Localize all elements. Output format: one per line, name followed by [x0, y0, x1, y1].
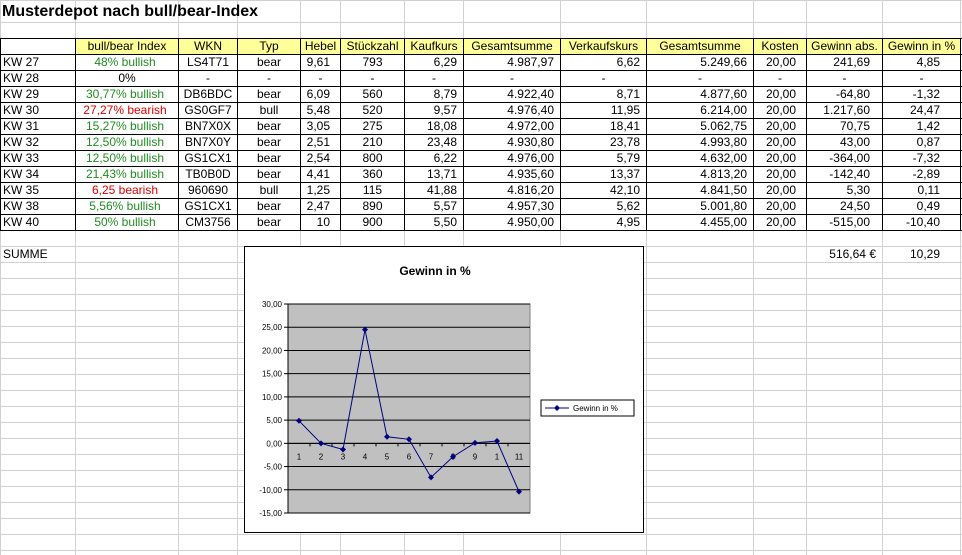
table-cell[interactable]: 0,11 — [917, 183, 940, 197]
table-cell[interactable]: 20,00 — [765, 87, 796, 101]
summe-gewinn-pct[interactable]: 10,29 — [909, 247, 940, 261]
table-cell[interactable]: 8,71 — [616, 87, 640, 101]
table-cell[interactable]: 5,57 — [433, 199, 457, 213]
table-cell[interactable]: TB0B0D — [185, 167, 231, 181]
table-cell[interactable]: 5,56% bullish — [89, 199, 161, 213]
header-cell[interactable]: Verkaufskurs — [568, 39, 639, 53]
plot-area — [288, 304, 530, 513]
table-cell[interactable]: 3,05 — [306, 119, 330, 133]
header-cell[interactable]: Gesamtsumme — [471, 39, 553, 53]
row-label[interactable]: KW 27 — [3, 55, 40, 69]
chart-title: Gewinn in % — [399, 264, 471, 278]
table-cell[interactable]: 13,71 — [426, 167, 457, 181]
table-cell[interactable]: 2,47 — [306, 199, 330, 213]
table-cell[interactable]: 5,50 — [433, 215, 457, 229]
row-label[interactable]: KW 28 — [3, 71, 40, 85]
table-cell[interactable]: 18,41 — [609, 119, 640, 133]
table-cell[interactable]: bull — [259, 183, 279, 197]
table-cell[interactable]: 30,77% bullish — [85, 87, 165, 101]
table-cell[interactable]: 1.217,60 — [823, 103, 870, 117]
summe-label[interactable]: SUMME — [3, 247, 48, 261]
table-cell[interactable]: 48% bullish — [94, 55, 156, 69]
table-cell[interactable]: bear — [256, 151, 282, 165]
table-cell[interactable]: - — [206, 71, 210, 85]
table-cell[interactable]: 4.935,60 — [507, 167, 554, 181]
table-cell[interactable]: 0,87 — [916, 135, 940, 149]
row-label[interactable]: KW 32 — [3, 135, 40, 149]
table-cell[interactable]: -364,00 — [829, 151, 870, 165]
table-cell[interactable]: 6,29 — [433, 55, 457, 69]
y-tick-label: 30,00 — [261, 300, 282, 309]
row-label[interactable]: KW 38 — [3, 199, 40, 213]
table-cell[interactable]: 15,27% bullish — [85, 119, 165, 133]
table-cell[interactable]: 360 — [362, 167, 383, 181]
table-cell[interactable]: - — [842, 71, 847, 85]
table-cell[interactable]: 24,47 — [909, 103, 940, 117]
table-cell[interactable]: 275 — [362, 119, 383, 133]
table-cell[interactable]: bear — [256, 215, 282, 229]
table-cell[interactable]: 4.813,20 — [700, 167, 747, 181]
table-cell[interactable]: -1,32 — [912, 87, 940, 101]
table-cell[interactable]: 5.062,75 — [700, 119, 747, 133]
row-label[interactable]: KW 31 — [3, 119, 40, 133]
table-cell[interactable]: - — [267, 71, 271, 85]
table-cell[interactable]: 8,79 — [433, 87, 457, 101]
table-cell[interactable]: 0% — [118, 71, 136, 85]
sheet-title: Musterdepot nach bull/bear-Index — [2, 3, 259, 20]
y-tick-label: 0,00 — [266, 439, 282, 449]
table-cell[interactable]: 6.214,00 — [700, 103, 747, 117]
table-cell[interactable]: -515,00 — [829, 215, 870, 229]
table-cell[interactable]: 24,50 — [839, 199, 870, 213]
table-cell[interactable]: -7,32 — [912, 151, 940, 165]
row-label[interactable]: KW 40 — [3, 215, 40, 229]
table-cell[interactable]: 4.841,50 — [700, 183, 747, 197]
table-cell[interactable]: 241,69 — [833, 55, 870, 69]
table-cell[interactable]: 115 — [362, 183, 383, 197]
table-cell[interactable]: 4.922,40 — [507, 87, 554, 101]
table-cell[interactable]: bear — [256, 119, 282, 133]
table-cell[interactable]: 4,95 — [616, 215, 640, 229]
table-cell[interactable]: 4.987,97 — [507, 55, 554, 69]
table-cell[interactable]: 23,48 — [426, 135, 457, 149]
table-cell[interactable]: 70,75 — [839, 119, 870, 133]
table-cell[interactable]: 2,54 — [306, 151, 330, 165]
row-label[interactable]: KW 34 — [3, 167, 40, 181]
table-cell[interactable]: 6,09 — [306, 87, 330, 101]
table-cell[interactable]: 1,25 — [306, 183, 330, 197]
table-cell[interactable]: 20,00 — [765, 183, 796, 197]
table-cell[interactable]: 18,08 — [426, 119, 457, 133]
table-cell[interactable]: 560 — [362, 87, 383, 101]
table-cell[interactable]: 210 — [362, 135, 383, 149]
table-cell[interactable]: LS4T71 — [186, 55, 230, 69]
table-cell[interactable]: 4.877,60 — [700, 87, 747, 101]
x-tick-label: 11 — [514, 452, 524, 462]
x-tick-label: 1 — [494, 452, 500, 462]
y-tick-label: 5,00 — [266, 416, 282, 426]
table-cell[interactable]: 23,78 — [609, 135, 640, 149]
y-tick-label: 20,00 — [261, 346, 282, 356]
table-cell[interactable]: bear — [256, 135, 282, 149]
table-cell[interactable]: 10 — [316, 215, 330, 229]
table-cell[interactable]: GS0GF7 — [184, 103, 232, 117]
table-cell[interactable]: - — [318, 71, 323, 85]
table-cell[interactable]: 20,00 — [765, 135, 796, 149]
x-tick-label: 5 — [384, 452, 390, 462]
legend-label: Gewinn in % — [573, 404, 618, 413]
table-cell[interactable]: 4.950,00 — [507, 215, 554, 229]
table-cell[interactable]: 11,95 — [610, 103, 640, 117]
summe-gewinn-abs[interactable]: 516,64 € — [829, 247, 876, 261]
y-tick-label: 10,00 — [261, 392, 282, 402]
x-tick-label: 6 — [406, 452, 412, 462]
table-cell[interactable]: 20,00 — [765, 199, 796, 213]
x-tick-label: 3 — [340, 452, 346, 462]
table-cell[interactable]: bear — [256, 55, 282, 69]
table-cell[interactable]: 12,50% bullish — [85, 151, 165, 165]
table-cell[interactable]: 900 — [362, 215, 383, 229]
table-cell[interactable]: BN7X0X — [184, 119, 232, 133]
table-cell[interactable]: bear — [256, 199, 282, 213]
header-cell[interactable]: Hebel — [304, 39, 337, 53]
y-tick-label: -10,00 — [259, 485, 282, 495]
table-cell[interactable]: 20,00 — [765, 103, 796, 117]
table-cell[interactable]: 43,00 — [839, 135, 870, 149]
table-cell[interactable]: 5,62 — [616, 199, 640, 213]
table-cell[interactable]: BN7X0Y — [184, 135, 232, 149]
table-cell[interactable]: bull — [259, 103, 279, 117]
x-tick-label: 4 — [362, 452, 368, 462]
header-cell[interactable]: Gewinn abs. — [811, 39, 878, 53]
y-tick-label: -5,00 — [263, 462, 282, 472]
table-cell[interactable]: 960690 — [187, 183, 229, 197]
table-cell[interactable]: - — [370, 71, 375, 85]
table-cell[interactable]: 4.957,30 — [507, 199, 554, 213]
y-tick-label: 15,00 — [261, 369, 282, 379]
header-cell[interactable]: Typ — [259, 39, 279, 53]
table-cell[interactable]: 890 — [362, 199, 383, 213]
table-cell[interactable]: 50% bullish — [94, 215, 156, 229]
table-cell[interactable]: 5,30 — [846, 183, 870, 197]
table-cell[interactable]: 6,62 — [616, 55, 640, 69]
table-cell[interactable]: 27,27% bearish — [83, 103, 167, 117]
table-cell[interactable]: GS1CX1 — [184, 151, 232, 165]
table-cell[interactable]: 4.455,00 — [700, 215, 747, 229]
table-cell[interactable]: -64,80 — [835, 87, 870, 101]
row-label[interactable]: KW 35 — [3, 183, 40, 197]
table-cell[interactable]: -142,40 — [829, 167, 870, 181]
table-cell[interactable]: 2,51 — [306, 135, 330, 149]
table-cell[interactable]: 1,42 — [916, 119, 940, 133]
table-cell[interactable]: CM3756 — [185, 215, 231, 229]
header-cell[interactable]: bull/bear Index — [87, 39, 167, 53]
table-cell[interactable]: -2,89 — [912, 167, 940, 181]
table-cell[interactable]: - — [778, 71, 782, 85]
table-cell[interactable]: - — [432, 71, 436, 85]
table-cell[interactable]: 5,79 — [616, 151, 640, 165]
table-cell[interactable]: 12,50% bullish — [85, 135, 165, 149]
table-cell[interactable]: 6,25 bearish — [91, 183, 159, 197]
row-label[interactable]: KW 29 — [3, 87, 40, 101]
table-cell[interactable]: 4.930,80 — [507, 135, 554, 149]
chart-svg — [245, 247, 643, 532]
table-cell[interactable]: 20,00 — [765, 119, 796, 133]
table-cell[interactable]: 4.972,00 — [507, 119, 554, 133]
table-cell[interactable]: - — [510, 71, 514, 85]
table-cell[interactable]: 4,41 — [306, 167, 330, 181]
x-tick-label: 7 — [428, 452, 434, 462]
y-tick-label: -15,00 — [259, 509, 282, 518]
row-label[interactable]: KW 30 — [3, 103, 40, 117]
x-tick-label: 2 — [318, 452, 324, 462]
table-cell[interactable]: - — [601, 71, 606, 85]
table-cell[interactable]: 4,85 — [916, 55, 940, 69]
table-cell[interactable]: 5.001,80 — [700, 199, 747, 213]
table-cell[interactable]: 20,00 — [765, 55, 796, 69]
table-cell[interactable]: -10,40 — [905, 215, 940, 229]
header-cell[interactable]: Kosten — [761, 39, 799, 53]
table-cell[interactable]: 800 — [362, 151, 383, 165]
header-cell[interactable]: Stückzahl — [346, 39, 399, 53]
table-cell[interactable]: 6,22 — [433, 151, 457, 165]
x-tick-label: 9 — [472, 452, 478, 462]
table-cell[interactable]: GS1CX1 — [184, 199, 232, 213]
table-cell[interactable]: 42,10 — [609, 183, 640, 197]
table-cell[interactable]: - — [919, 71, 924, 85]
table-cell[interactable]: DB6BDC — [183, 87, 233, 101]
table-cell[interactable]: 793 — [362, 55, 383, 69]
table-cell[interactable]: 4.976,40 — [507, 103, 554, 117]
table-cell[interactable]: 0,49 — [916, 199, 940, 213]
table-cell[interactable]: 4.632,00 — [700, 151, 747, 165]
table-cell[interactable]: 4.976,00 — [507, 151, 554, 165]
row-label[interactable]: KW 33 — [3, 151, 40, 165]
table-cell[interactable]: 21,43% bullish — [85, 167, 165, 181]
table-cell[interactable]: 4.993,80 — [700, 135, 747, 149]
table-cell[interactable]: 9,57 — [433, 103, 457, 117]
table-cell[interactable]: - — [698, 71, 702, 85]
table-cell[interactable]: 41,88 — [426, 183, 457, 197]
y-tick-label: 25,00 — [261, 323, 282, 333]
table-cell[interactable]: bear — [256, 87, 282, 101]
table-cell[interactable]: 13,37 — [609, 167, 640, 181]
table-cell[interactable]: 9,61 — [306, 55, 330, 69]
header-cell[interactable]: Gesamtsumme — [659, 39, 741, 53]
chart-box[interactable] — [244, 246, 644, 533]
table-cell[interactable]: 20,00 — [765, 215, 796, 229]
header-cell[interactable]: WKN — [194, 39, 222, 53]
x-tick-label: 1 — [296, 452, 302, 462]
header-cell[interactable]: Gewinn in % — [887, 39, 956, 53]
table-cell[interactable]: 20,00 — [765, 151, 796, 165]
table-cell[interactable]: 20,00 — [765, 167, 796, 181]
table-cell[interactable]: 520 — [362, 103, 383, 117]
table-cell[interactable]: bear — [256, 167, 282, 181]
header-cell[interactable]: Kaufkurs — [410, 39, 458, 53]
table-cell[interactable]: 5.249,66 — [700, 55, 747, 69]
table-cell[interactable]: 5,48 — [306, 103, 330, 117]
table-cell[interactable]: 4.816,20 — [507, 183, 554, 197]
